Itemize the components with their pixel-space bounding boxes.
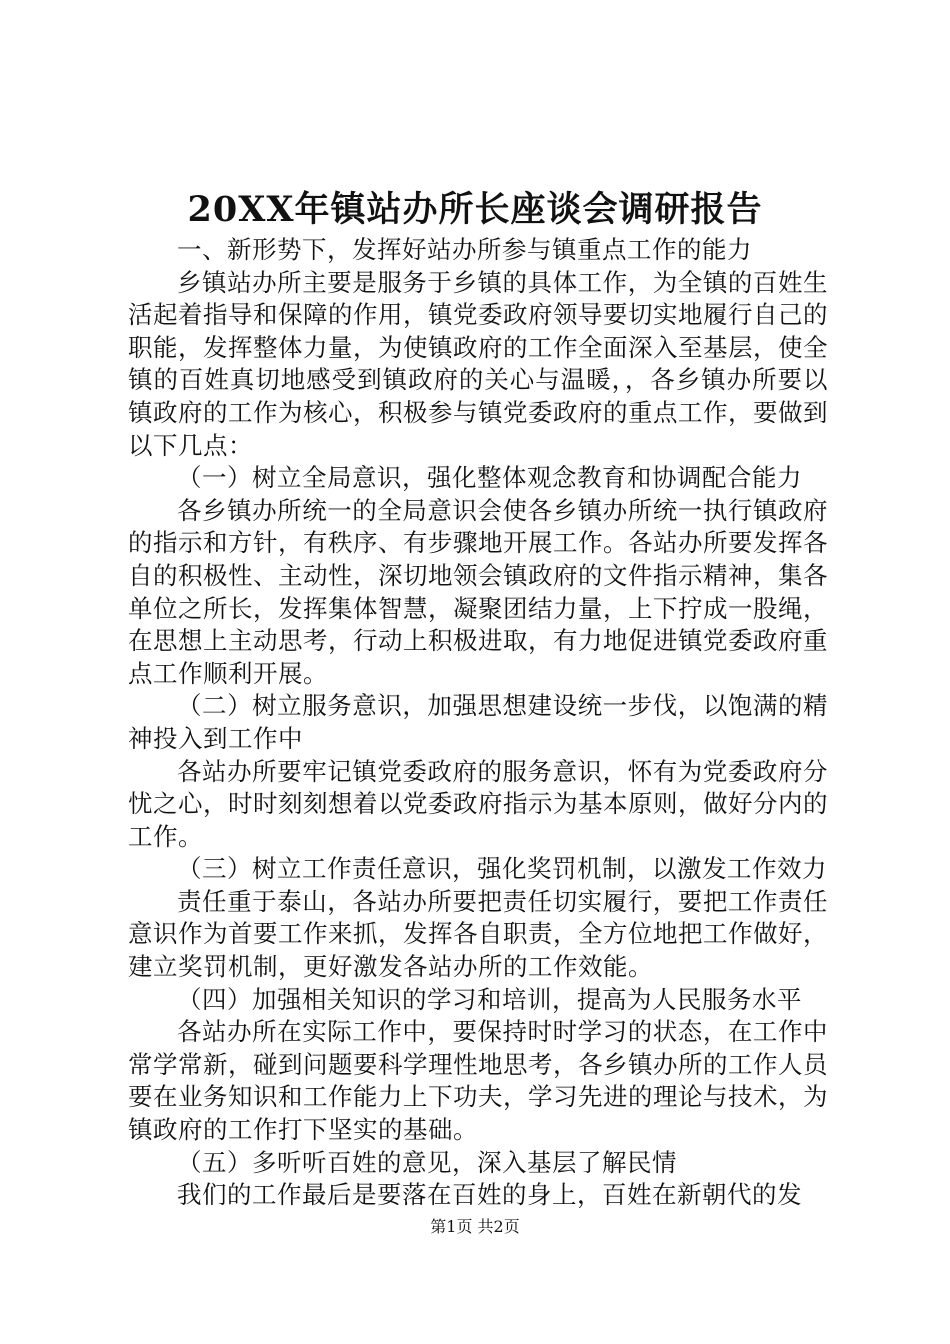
subsection-heading: （三）树立工作责任意识，强化奖罚机制，以激发工作效力 bbox=[177, 854, 827, 884]
subsection-heading: （一）树立全局意识，强化整体观念教育和协调配合能力 bbox=[177, 463, 802, 493]
section-heading: 一、新形势下，发挥好站办所参与镇重点工作的能力 bbox=[177, 235, 752, 264]
subsection-heading: （四）加强相关知识的学习和培训，提高为人民服务水平 bbox=[177, 984, 802, 1014]
subsection-heading: （二）树立服务意识，加强思想建设统一步伐，以饱满的精神投入到工作中 bbox=[128, 691, 828, 753]
body-paragraph: 我们的工作最后是要落在百姓的身上，百姓在新朝代的发 bbox=[177, 1180, 802, 1210]
page-footer: 第1页 共2页 bbox=[430, 1217, 520, 1236]
body-paragraph: 责任重于泰山，各站办所要把责任切实履行，要把工作责任意识作为首要工作来抓，发挥各自职责，全方位地把工作做好，建立奖罚机制，更好激发各站办所的工作效能。 bbox=[128, 886, 828, 982]
subsection-heading: （五）多听听百姓的意见，深入基层了解民情 bbox=[177, 1147, 677, 1177]
body-paragraph: 各站办所在实际工作中，要保持时时学习的状态，在工作中常学常新，碰到问题要科学理性地思考，各乡镇办所的工作人员要在业务知识和工作能力上下功夫，学习先进的理论与技术，为镇政府的工作打下坚实的基础。 bbox=[128, 1017, 828, 1145]
body-paragraph: 各站办所要牢记镇党委政府的服务意识，怀有为党委政府分忧之心，时时刻刻想着以党委政府指示为基本原则，做好分内的工作。 bbox=[128, 756, 828, 851]
document-title: 20XX年镇站办所长座谈会调研报告 bbox=[187, 189, 763, 230]
document-body bbox=[128, 234, 828, 1212]
body-paragraph: 各乡镇办所统一的全局意识会使各乡镇办所统一执行镇政府的指示和方针，有秩序、有步骤地开展工作。各站办所要发挥各自的积极性、主动性，深切地领会镇政府的文件指示精神，集各单位之所长，发挥集体智慧，凝聚团结力量，上下拧成一股绳，在思想上主动思考，行动上积极进取，有力地促进镇党委政府重点工作顺利开展。 bbox=[128, 495, 828, 688]
body-paragraph: 乡镇站办所主要是服务于乡镇的具体工作，为全镇的百姓生活起着指导和保障的作用，镇党委政府领导要切实地履行自己的职能，发挥整体力量，为使镇政府的工作全面深入至基层，使全镇的百姓真切地感受到镇政府的关心与温暖，，各乡镇办所要以镇政府的工作为核心，积极参与镇党委政府的重点工作，要做到以下几点： bbox=[128, 267, 828, 460]
